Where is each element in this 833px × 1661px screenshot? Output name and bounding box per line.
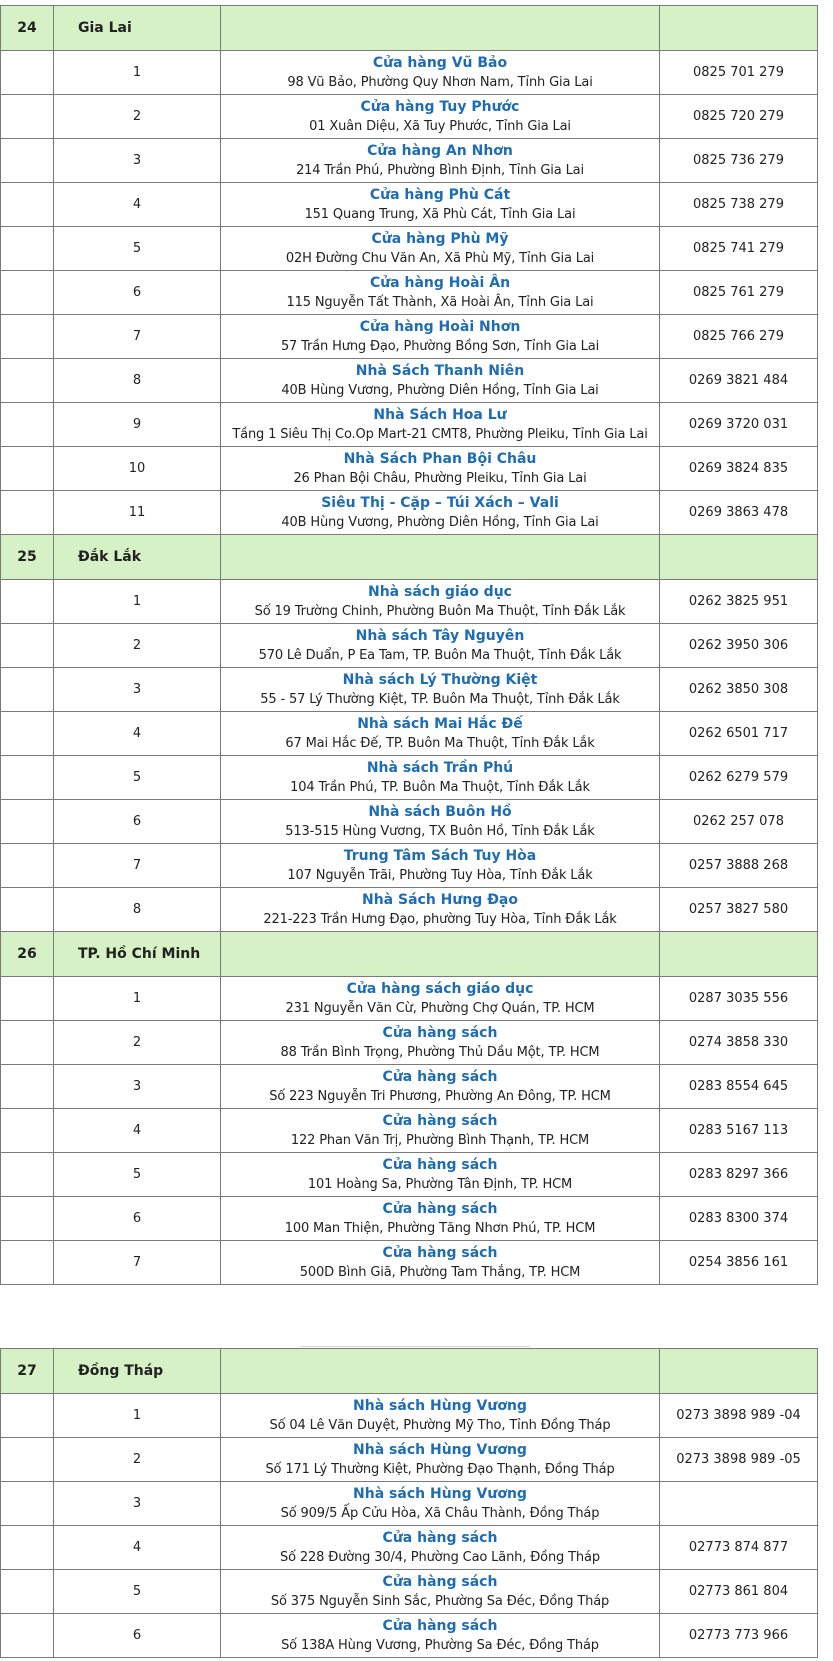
store-info-cell: [221, 359, 660, 403]
province-blank-cell: [221, 6, 660, 51]
store-phone: 0262 3825 951: [660, 580, 818, 624]
store-name: Cửa hàng sách: [382, 1573, 498, 1590]
store-index: 4: [54, 712, 221, 756]
store-index: 6: [54, 1197, 221, 1241]
blank-cell: [1, 139, 54, 183]
store-name: Nhà sách Hùng Vương: [353, 1441, 527, 1458]
store-address: Tầng 1 Siêu Thị Co.Op Mart-21 CMT8, Phường Pleiku, Tỉnh Gia Lai: [232, 426, 648, 442]
store-row: [1, 977, 818, 1021]
store-table-part-1: [0, 5, 818, 1285]
store-row: [1, 139, 818, 183]
store-row: [1, 1570, 818, 1614]
blank-cell: [1, 668, 54, 712]
store-name: Nhà sách Hùng Vương: [353, 1397, 527, 1414]
store-info-cell: [221, 1021, 660, 1065]
store-name: Cửa hàng Phù Cát: [369, 186, 511, 203]
store-row: [1, 271, 818, 315]
store-name: Cửa hàng An Nhơn: [367, 142, 513, 159]
store-phone: 02773 773 966: [660, 1614, 818, 1658]
store-address: Số 04 Lê Văn Duyệt, Phường Mỹ Tho, Tỉnh Đồng Tháp: [269, 1417, 611, 1433]
blank-cell: [1, 1614, 54, 1658]
store-phone: 0273 3898 989 -05: [660, 1438, 818, 1482]
store-row: [1, 1197, 818, 1241]
store-row: [1, 491, 818, 535]
store-name: Cửa hàng sách: [382, 1617, 498, 1634]
store-index: 11: [54, 491, 221, 535]
blank-cell: [1, 447, 54, 491]
store-row: [1, 227, 818, 271]
province-blank-cell: [221, 932, 660, 977]
store-row: [1, 624, 818, 668]
province-blank-cell: [660, 1349, 818, 1394]
province-name: Gia Lai: [54, 6, 221, 51]
store-name: Siêu Thị - Cặp – Túi Xách – Vali: [321, 494, 559, 511]
store-address: 88 Trần Bình Trọng, Phường Thủ Dầu Một, TP. HCM: [280, 1044, 600, 1060]
province-header-row: [1, 535, 818, 580]
store-index: 2: [54, 1021, 221, 1065]
blank-cell: [1, 1153, 54, 1197]
store-name: Nhà sách Buôn Hồ: [368, 803, 512, 820]
blank-cell: [1, 1109, 54, 1153]
store-address: 214 Trần Phú, Phường Bình Định, Tỉnh Gia Lai: [296, 162, 584, 178]
store-info-cell: [221, 624, 660, 668]
store-name: Cửa hàng Hoài Ân: [369, 274, 511, 291]
store-info-cell: [221, 977, 660, 1021]
store-index: 7: [54, 1241, 221, 1285]
store-info-cell: [221, 668, 660, 712]
store-name: Cửa hàng sách giáo dục: [346, 980, 534, 997]
store-info-cell: [221, 315, 660, 359]
store-name: Trung Tâm Sách Tuy Hòa: [343, 847, 537, 864]
blank-cell: [1, 227, 54, 271]
store-row: [1, 712, 818, 756]
page-break: [0, 1320, 833, 1348]
province-name: Đắk Lắk: [54, 535, 221, 580]
blank-cell: [1, 1197, 54, 1241]
store-row: [1, 1241, 818, 1285]
store-row: [1, 447, 818, 491]
store-info-cell: [221, 1482, 660, 1526]
province-header-row: [1, 932, 818, 977]
store-table-part-2: [0, 1348, 818, 1658]
blank-cell: [1, 977, 54, 1021]
store-info-cell: [221, 800, 660, 844]
store-name: Cửa hàng sách: [382, 1024, 498, 1041]
store-info-cell: [221, 1197, 660, 1241]
store-phone: 0269 3863 478: [660, 491, 818, 535]
store-info-cell: [221, 403, 660, 447]
store-phone: 02773 861 804: [660, 1570, 818, 1614]
store-phone: 0262 3950 306: [660, 624, 818, 668]
store-address: Số 375 Nguyễn Sinh Sắc, Phường Sa Đéc, Đồng Tháp: [270, 1593, 610, 1609]
store-address: 107 Nguyễn Trãi, Phường Tuy Hòa, Tỉnh Đắk Lắk: [287, 867, 593, 883]
store-index: 6: [54, 800, 221, 844]
store-address: Số 171 Lý Thường Kiệt, Phường Đạo Thạnh, Đồng Tháp: [265, 1461, 615, 1477]
store-info-cell: [221, 227, 660, 271]
store-address: 101 Hoàng Sa, Phường Tân Định, TP. HCM: [307, 1176, 573, 1192]
store-phone: 0283 5167 113: [660, 1109, 818, 1153]
blank-cell: [1, 1021, 54, 1065]
store-address: 151 Quang Trung, Xã Phù Cát, Tỉnh Gia Lai: [304, 206, 576, 222]
store-index: 6: [54, 1614, 221, 1658]
store-phone: 0825 761 279: [660, 271, 818, 315]
store-index: 8: [54, 359, 221, 403]
store-index: 6: [54, 271, 221, 315]
store-info-cell: [221, 756, 660, 800]
store-row: [1, 1021, 818, 1065]
store-name: Nhà sách Mai Hắc Đế: [357, 715, 523, 732]
store-phone: 0274 3858 330: [660, 1021, 818, 1065]
store-index: 1: [54, 977, 221, 1021]
store-index: 3: [54, 139, 221, 183]
store-phone: 0825 720 279: [660, 95, 818, 139]
store-row: [1, 315, 818, 359]
province-blank-cell: [221, 1349, 660, 1394]
store-info-cell: [221, 580, 660, 624]
store-address: 500D Bình Giã, Phường Tam Thắng, TP. HCM: [299, 1264, 581, 1280]
store-row: [1, 403, 818, 447]
store-address: 104 Trần Phú, TP. Buôn Ma Thuột, Tỉnh Đắk Lắk: [290, 779, 590, 795]
store-row: [1, 1438, 818, 1482]
store-name: Nhà Sách Thanh Niên: [355, 362, 525, 379]
blank-cell: [1, 359, 54, 403]
store-row: [1, 756, 818, 800]
province-header-row: [1, 1349, 818, 1394]
store-name: Nhà Sách Phan Bội Châu: [343, 450, 537, 467]
province-blank-cell: [660, 6, 818, 51]
store-info-cell: [221, 1526, 660, 1570]
blank-cell: [1, 712, 54, 756]
blank-cell: [1, 1570, 54, 1614]
blank-cell: [1, 580, 54, 624]
store-phone: 02773 874 877: [660, 1526, 818, 1570]
store-phone: 0262 6279 579: [660, 756, 818, 800]
blank-cell: [1, 1438, 54, 1482]
store-index: 7: [54, 844, 221, 888]
store-name: Cửa hàng sách: [382, 1068, 498, 1085]
store-index: 4: [54, 1526, 221, 1570]
store-phone: 0283 8300 374: [660, 1197, 818, 1241]
province-blank-cell: [221, 535, 660, 580]
store-phone: 0825 741 279: [660, 227, 818, 271]
store-address: Số 223 Nguyễn Tri Phương, Phường An Đông, TP. HCM: [269, 1088, 611, 1104]
store-phone: 0283 8554 645: [660, 1065, 818, 1109]
store-info-cell: [221, 95, 660, 139]
store-info-cell: [221, 712, 660, 756]
store-phone: 0273 3898 989 -04: [660, 1394, 818, 1438]
store-row: [1, 1109, 818, 1153]
store-phone: 0269 3824 835: [660, 447, 818, 491]
store-address: 02H Đường Chu Văn An, Xã Phù Mỹ, Tỉnh Gia Lai: [285, 250, 595, 266]
store-phone: 0262 257 078: [660, 800, 818, 844]
store-info-cell: [221, 183, 660, 227]
store-name: Nhà Sách Hoa Lư: [373, 406, 507, 423]
store-phone: 0257 3888 268: [660, 844, 818, 888]
store-index: 4: [54, 183, 221, 227]
store-address: 01 Xuân Diệu, Xã Tuy Phước, Tỉnh Gia Lai: [309, 118, 571, 134]
store-address: 221-223 Trần Hưng Đạo, phường Tuy Hòa, Tỉnh Đắk Lắk: [263, 911, 617, 927]
store-phone: 0262 6501 717: [660, 712, 818, 756]
store-address: 100 Man Thiện, Phường Tăng Nhơn Phú, TP. HCM: [284, 1220, 596, 1236]
store-name: Cửa hàng sách: [382, 1156, 498, 1173]
store-info-cell: [221, 844, 660, 888]
store-phone: 0254 3856 161: [660, 1241, 818, 1285]
store-index: 9: [54, 403, 221, 447]
blank-cell: [1, 888, 54, 932]
province-blank-cell: [660, 535, 818, 580]
store-row: [1, 51, 818, 95]
store-phone: 0287 3035 556: [660, 977, 818, 1021]
store-name: Cửa hàng sách: [382, 1112, 498, 1129]
store-info-cell: [221, 1241, 660, 1285]
province-name: TP. Hồ Chí Minh: [54, 932, 221, 977]
store-address: 67 Mai Hắc Đế, TP. Buôn Ma Thuột, Tỉnh Đắk Lắk: [285, 735, 595, 751]
province-number: 27: [1, 1349, 54, 1394]
province-number: 24: [1, 6, 54, 51]
store-name: Cửa hàng Tuy Phước: [360, 98, 520, 115]
store-address: Số 228 Đường 30/4, Phường Cao Lãnh, Đồng Tháp: [280, 1549, 600, 1565]
store-phone: 0262 3850 308: [660, 668, 818, 712]
blank-cell: [1, 491, 54, 535]
store-address: Số 909/5 Ấp Cửu Hòa, Xã Châu Thành, Đồng Tháp: [280, 1505, 600, 1521]
blank-cell: [1, 844, 54, 888]
store-name: Nhà sách giáo dục: [368, 583, 512, 600]
store-row: [1, 359, 818, 403]
store-name: Nhà sách Lý Thường Kiệt: [342, 671, 538, 688]
store-address: 55 - 57 Lý Thường Kiệt, TP. Buôn Ma Thuột, Tỉnh Đắk Lắk: [260, 691, 620, 707]
store-index: 1: [54, 51, 221, 95]
store-address: 513-515 Hùng Vương, TX Buôn Hồ, Tỉnh Đắk Lắk: [285, 823, 595, 839]
store-index: 2: [54, 95, 221, 139]
store-name: Cửa hàng sách: [382, 1200, 498, 1217]
store-phone: 0269 3720 031: [660, 403, 818, 447]
province-number: 26: [1, 932, 54, 977]
blank-cell: [1, 1394, 54, 1438]
store-info-cell: [221, 1394, 660, 1438]
store-row: [1, 668, 818, 712]
store-index: 5: [54, 1153, 221, 1197]
store-index: 1: [54, 580, 221, 624]
store-info-cell: [221, 1570, 660, 1614]
store-address: 40B Hùng Vương, Phường Diên Hồng, Tỉnh Gia Lai: [281, 382, 599, 398]
store-info-cell: [221, 1614, 660, 1658]
store-index: 2: [54, 1438, 221, 1482]
store-address: 122 Phan Văn Trị, Phường Bình Thạnh, TP. HCM: [290, 1132, 590, 1148]
store-row: [1, 1394, 818, 1438]
blank-cell: [1, 183, 54, 227]
blank-cell: [1, 95, 54, 139]
store-index: 10: [54, 447, 221, 491]
store-address: 231 Nguyễn Văn Cừ, Phường Chợ Quán, TP. HCM: [285, 1000, 595, 1016]
store-phone: 0269 3821 484: [660, 359, 818, 403]
store-address: Số 138A Hùng Vương, Phường Sa Đéc, Đồng Tháp: [281, 1637, 599, 1653]
store-name: Cửa hàng Hoài Nhơn: [359, 318, 521, 335]
store-phone: 0825 766 279: [660, 315, 818, 359]
store-row: [1, 1614, 818, 1658]
province-header-row: [1, 6, 818, 51]
blank-cell: [1, 51, 54, 95]
store-info-cell: [221, 1065, 660, 1109]
store-name: Nhà sách Tây Nguyên: [355, 627, 525, 644]
store-name: Nhà sách Trần Phú: [366, 759, 514, 776]
store-row: [1, 1526, 818, 1570]
store-address: 98 Vũ Bảo, Phường Quy Nhơn Nam, Tỉnh Gia Lai: [287, 74, 593, 90]
store-address: Số 19 Trường Chinh, Phường Buôn Ma Thuột, Tỉnh Đắk Lắk: [254, 603, 626, 619]
store-name: Nhà sách Hùng Vương: [353, 1485, 527, 1502]
province-number: 25: [1, 535, 54, 580]
store-info-cell: [221, 491, 660, 535]
blank-cell: [1, 1065, 54, 1109]
store-address: 570 Lê Duẩn, P Ea Tam, TP. Buôn Ma Thuột, Tỉnh Đắk Lắk: [258, 647, 622, 663]
blank-cell: [1, 403, 54, 447]
store-info-cell: [221, 1153, 660, 1197]
store-info-cell: [221, 1109, 660, 1153]
store-index: 5: [54, 1570, 221, 1614]
store-name: Nhà Sách Hưng Đạo: [361, 891, 519, 908]
store-row: [1, 183, 818, 227]
store-index: 4: [54, 1109, 221, 1153]
store-name: Cửa hàng sách: [382, 1529, 498, 1546]
blank-cell: [1, 271, 54, 315]
store-index: 5: [54, 227, 221, 271]
store-row: [1, 1482, 818, 1526]
store-row: [1, 95, 818, 139]
store-phone: 0825 736 279: [660, 139, 818, 183]
blank-cell: [1, 1526, 54, 1570]
store-info-cell: [221, 447, 660, 491]
store-phone: [660, 1482, 818, 1526]
store-index: 1: [54, 1394, 221, 1438]
province-blank-cell: [660, 932, 818, 977]
store-info-cell: [221, 51, 660, 95]
store-row: [1, 1065, 818, 1109]
store-address: 57 Trần Hưng Đạo, Phường Bồng Sơn, Tỉnh Gia Lai: [280, 338, 600, 354]
store-row: [1, 844, 818, 888]
blank-cell: [1, 315, 54, 359]
store-index: 8: [54, 888, 221, 932]
store-phone: 0257 3827 580: [660, 888, 818, 932]
store-phone: 0283 8297 366: [660, 1153, 818, 1197]
store-row: [1, 888, 818, 932]
store-info-cell: [221, 1438, 660, 1482]
store-row: [1, 800, 818, 844]
store-address: 115 Nguyễn Tất Thành, Xã Hoài Ân, Tỉnh Gia Lai: [286, 294, 594, 310]
blank-cell: [1, 1241, 54, 1285]
store-name: Cửa hàng Vũ Bảo: [372, 54, 508, 71]
store-name: Cửa hàng sách: [382, 1244, 498, 1261]
store-address: 40B Hùng Vương, Phường Diên Hồng, Tỉnh Gia Lai: [281, 514, 599, 530]
store-row: [1, 580, 818, 624]
blank-cell: [1, 1482, 54, 1526]
store-index: 2: [54, 624, 221, 668]
blank-cell: [1, 800, 54, 844]
store-info-cell: [221, 271, 660, 315]
store-row: [1, 1153, 818, 1197]
store-index: 7: [54, 315, 221, 359]
store-name: Cửa hàng Phù Mỹ: [371, 230, 509, 247]
store-index: 3: [54, 1482, 221, 1526]
blank-cell: [1, 756, 54, 800]
store-phone: 0825 738 279: [660, 183, 818, 227]
store-index: 5: [54, 756, 221, 800]
store-phone: 0825 701 279: [660, 51, 818, 95]
store-address: 26 Phan Bội Châu, Phường Pleiku, Tỉnh Gia Lai: [293, 470, 587, 486]
province-name: Đồng Tháp: [54, 1349, 221, 1394]
store-info-cell: [221, 888, 660, 932]
store-index: 3: [54, 1065, 221, 1109]
blank-cell: [1, 624, 54, 668]
store-info-cell: [221, 139, 660, 183]
store-index: 3: [54, 668, 221, 712]
